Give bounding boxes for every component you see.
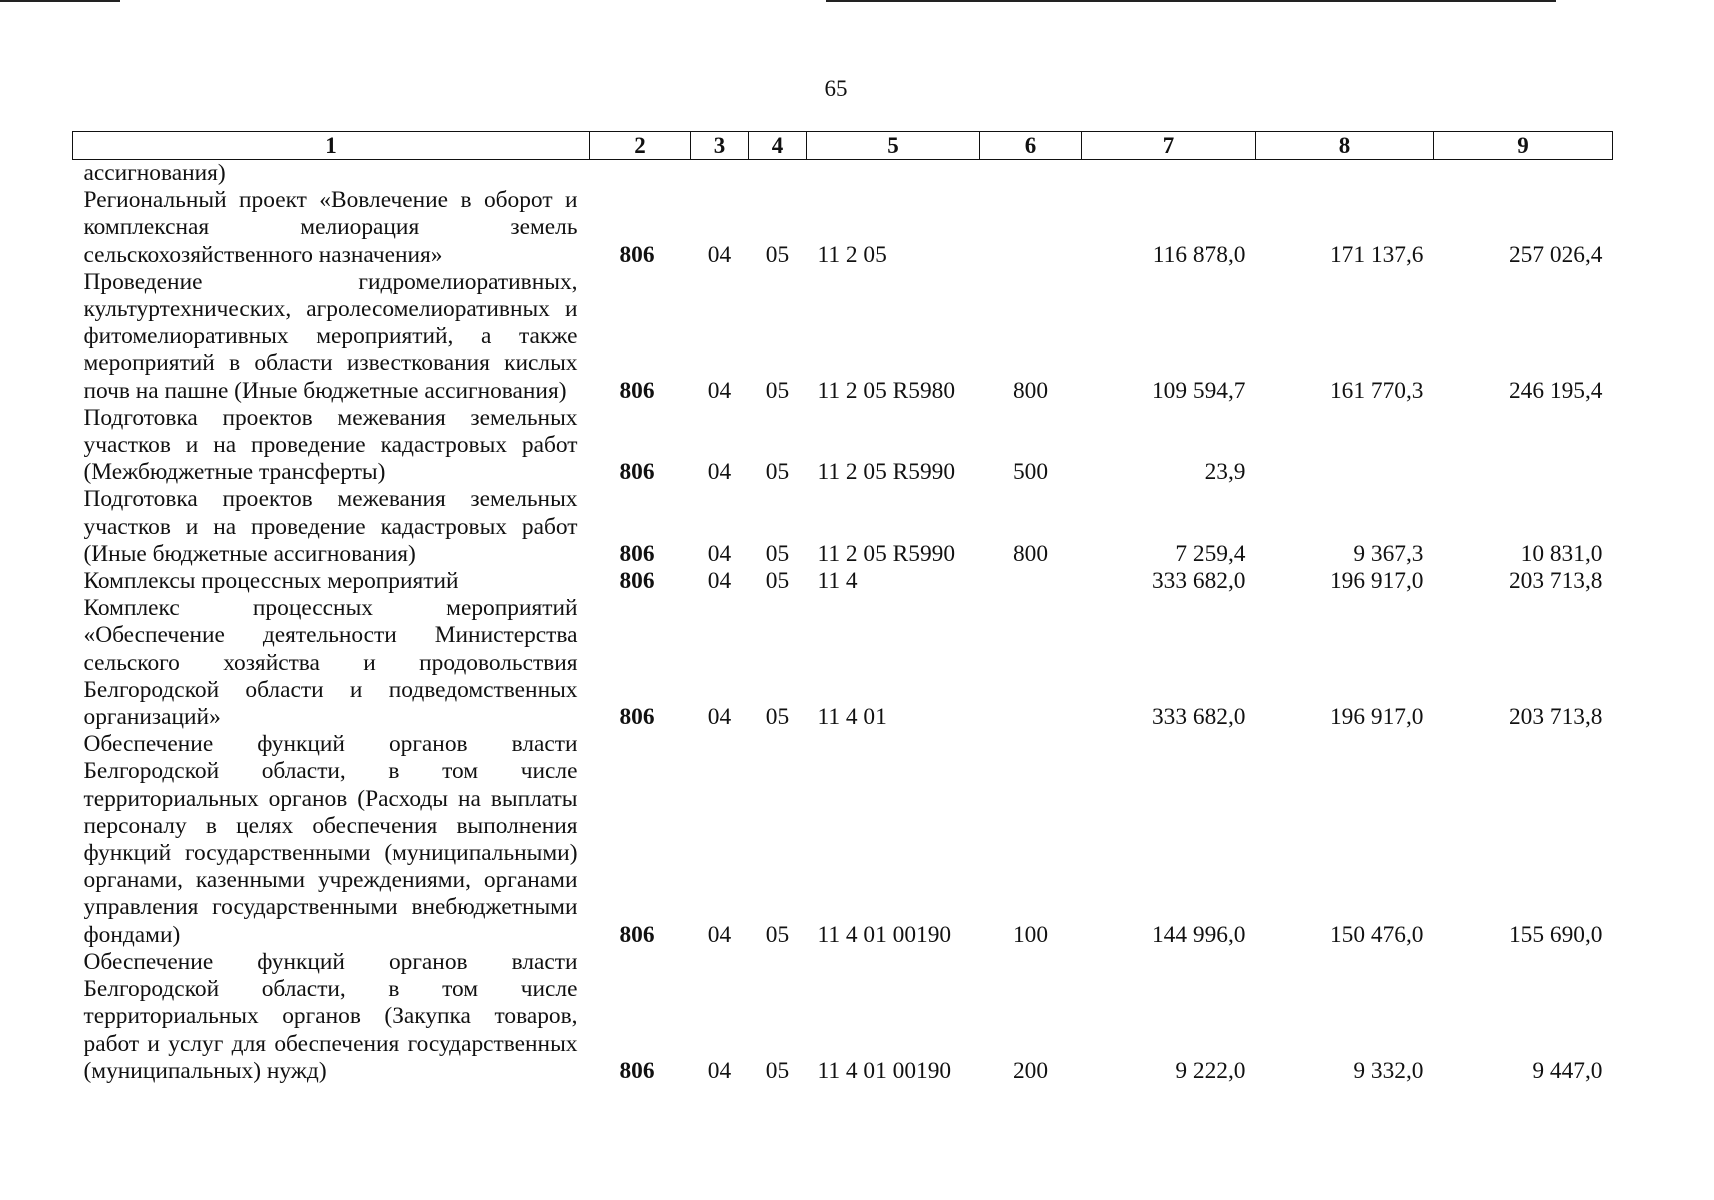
sum-col-7: 333 682,0: [1151, 568, 1246, 595]
table-row: [73, 160, 1613, 188]
row-name: Комплексы процессных мероприятий: [83, 568, 459, 595]
section-code: 04: [707, 704, 732, 731]
sum-col-9: 155 690,0: [1508, 921, 1603, 948]
sum-col-7: 9 222,0: [1175, 1057, 1246, 1084]
column-header-6: 6: [980, 132, 1082, 160]
subsection-code: 05: [765, 568, 790, 595]
row-name: ассигнования): [83, 160, 226, 186]
row-name: Региональный проект «Вовлечение в оборот и комплексная мелиорация земель сельскохозяйственного назначения»: [83, 187, 578, 268]
scan-edge-line-left: [0, 0, 120, 2]
subsection-code: [749, 160, 807, 188]
row-name: Подготовка проектов межевания земельных участков и на проведение кадастровых работ (Межбюджетные трансферты): [83, 404, 578, 486]
row-name: Подготовка проектов межевания земельных участков и на проведение кадастровых работ (Иные бюджетные ассигнования): [83, 486, 578, 567]
subsection-code: 05: [765, 241, 790, 268]
row-name: Проведение гидромелиоративных, культуртехнических, агролесомелиоративных и фитомелиоративных мероприятий, а также мероприятий в области известкования кислых почв на пашне (Иные бюджетные ассигнования): [83, 268, 578, 404]
sum-col-7: 333 682,0: [1151, 704, 1246, 731]
section-code: 04: [707, 377, 732, 404]
ministry-code: [590, 160, 691, 188]
sum-col-9: 203 713,8: [1508, 568, 1603, 595]
sum-col-7: 109 594,7: [1151, 377, 1246, 404]
sum-col-7: 23,9: [1204, 459, 1246, 486]
sum-col-8: 9 332,0: [1353, 1057, 1424, 1084]
target-article: 11 4 01 00190: [817, 1057, 952, 1084]
sum-col-9: 257 026,4: [1508, 241, 1603, 268]
column-header-1: 1: [73, 132, 590, 160]
column-header-8: 8: [1256, 132, 1434, 160]
row-name: Комплекс процессных мероприятий «Обеспечение деятельности Министерства сельского хозяйства и продовольствия Белгородской области и подведомственных организаций»: [83, 595, 578, 731]
table-row: [73, 405, 1613, 487]
table-row: [73, 595, 1613, 731]
section-code: 04: [707, 540, 732, 567]
sum-col-8: 161 770,3: [1329, 377, 1424, 404]
ministry-code: 806: [619, 241, 655, 268]
ministry-code: 806: [619, 704, 655, 731]
subsection-code: 05: [765, 540, 790, 567]
target-article: 11 4 01 00190: [817, 921, 952, 948]
ministry-code: 806: [619, 568, 655, 595]
budget-table: [72, 131, 1613, 1085]
expense-type: 100: [1012, 921, 1049, 948]
table-row: [73, 731, 1613, 949]
table-row: [73, 269, 1613, 405]
column-header-9: 9: [1434, 132, 1613, 160]
sum-col-7: 7 259,4: [1175, 540, 1246, 567]
subsection-code: 05: [765, 459, 790, 486]
section-code: 04: [707, 568, 732, 595]
ministry-code: 806: [619, 377, 655, 404]
column-header-2: 2: [590, 132, 691, 160]
target-article: 11 2 05 R5990: [817, 540, 956, 567]
expense-type: 200: [1012, 1057, 1049, 1084]
table-row: [73, 568, 1613, 595]
target-article: 11 4: [817, 568, 858, 595]
row-name: Обеспечение функций органов власти Белгородской области, в том числе территориальных органов (Расходы на выплаты персоналу в целях обеспечения выполнения функций государственными (муниципальными) органами, казенными учреждениями, органами управления государственными внебюджетными фондами): [83, 731, 578, 948]
sum-col-7: 116 878,0: [1152, 241, 1246, 268]
sum-col-8: 9 367,3: [1353, 540, 1424, 567]
ministry-code: 806: [619, 540, 655, 567]
expense-type: [980, 595, 1082, 731]
expense-type: [980, 568, 1082, 595]
table-header-row: [73, 132, 1613, 160]
sum-col-9: 203 713,8: [1508, 704, 1603, 731]
sum-col-8: 150 476,0: [1329, 921, 1424, 948]
column-header-5: 5: [807, 132, 980, 160]
sum-col-8: [1256, 160, 1434, 188]
subsection-code: 05: [765, 704, 790, 731]
section-code: 04: [707, 1057, 732, 1084]
sum-col-8: 196 917,0: [1329, 568, 1424, 595]
expense-type: 500: [1012, 459, 1049, 486]
target-article: 11 2 05 R5990: [817, 459, 956, 486]
subsection-code: 05: [765, 377, 790, 404]
row-name: Обеспечение функций органов власти Белгородской области, в том числе территориальных органов (Закупка товаров, работ и услуг для обеспечения государственных (муниципальных) нужд): [83, 948, 578, 1084]
subsection-code: 05: [765, 921, 790, 948]
target-article: 11 2 05 R5980: [817, 377, 956, 404]
column-header-7: 7: [1082, 132, 1256, 160]
sum-col-8: 171 137,6: [1329, 241, 1424, 268]
expense-type: 800: [1012, 540, 1049, 567]
sum-col-9: [1434, 160, 1613, 188]
sum-col-9: [1434, 405, 1613, 487]
sum-col-7: 144 996,0: [1151, 921, 1246, 948]
subsection-code: 05: [765, 1057, 790, 1084]
sum-col-9: 10 831,0: [1520, 540, 1603, 567]
section-code: 04: [707, 241, 732, 268]
ministry-code: 806: [619, 921, 655, 948]
expense-type: [980, 160, 1082, 188]
section-code: 04: [707, 921, 732, 948]
sum-col-9: 246 195,4: [1508, 377, 1603, 404]
page-number: 65: [824, 76, 848, 101]
table-row: [73, 486, 1613, 568]
expense-type: 800: [1012, 377, 1049, 404]
table-row: [73, 949, 1613, 1085]
section-code: 04: [707, 459, 732, 486]
scan-edge-line-right: [826, 0, 1556, 2]
target-article: 11 4 01: [817, 704, 887, 731]
ministry-code: 806: [619, 1057, 655, 1084]
ministry-code: 806: [619, 459, 655, 486]
table-row: [73, 187, 1613, 269]
target-article: [807, 160, 980, 188]
section-code: [691, 160, 749, 188]
sum-col-7: [1082, 160, 1256, 188]
sum-col-9: 9 447,0: [1532, 1057, 1603, 1084]
column-header-3: 3: [691, 132, 749, 160]
sum-col-8: [1256, 405, 1434, 487]
column-header-4: 4: [749, 132, 807, 160]
target-article: 11 2 05: [817, 241, 887, 268]
expense-type: [980, 187, 1082, 269]
sum-col-8: 196 917,0: [1329, 704, 1424, 731]
